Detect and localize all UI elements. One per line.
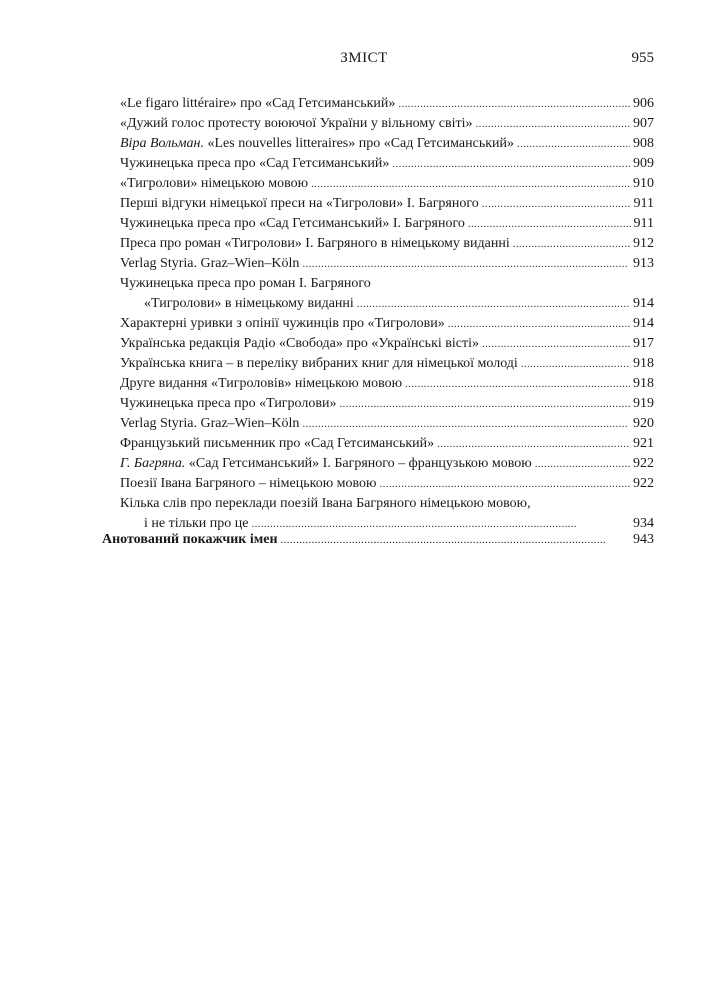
toc-entry-title: Чужинецька преса про роман І. Багряного xyxy=(120,276,371,291)
toc-entry-title-line xyxy=(120,194,479,214)
toc-entry[interactable] xyxy=(120,94,654,114)
toc-entry[interactable] xyxy=(120,174,654,194)
toc-entry[interactable] xyxy=(120,314,654,334)
toc-entry-title-line xyxy=(120,474,377,494)
toc-entry-title: Перші відгуки німецької преси на «Тигролови» І. Багряного xyxy=(120,196,479,211)
toc-entry-title-line xyxy=(120,234,510,254)
dot-leader xyxy=(281,530,630,550)
toc-entry[interactable] xyxy=(120,374,654,394)
toc-entry-title: Поезії Івана Багряного – німецькою мовою xyxy=(120,476,377,491)
toc-entry-page: 914 xyxy=(633,316,654,331)
toc-entry-title-line xyxy=(120,94,395,114)
toc-entry-title-line xyxy=(120,314,445,334)
toc-entry-page: 921 xyxy=(633,436,654,451)
toc-entry-title: «Тигролови» німецькою мовою xyxy=(120,176,309,191)
toc-entry-title: Чужинецька преса про «Сад Гетсиманський» xyxy=(120,156,390,171)
dot-leader xyxy=(521,354,630,374)
toc-entry-title-line xyxy=(120,414,299,434)
dot-leader xyxy=(302,414,630,434)
toc-entry-title: Чужинецька преса про «Тигролови» xyxy=(120,396,337,411)
dot-leader xyxy=(437,434,630,454)
dot-leader xyxy=(535,454,630,474)
toc-entry-title-line xyxy=(120,254,299,274)
toc-entry[interactable] xyxy=(120,414,654,434)
toc-entry-title-line xyxy=(120,494,531,514)
dot-leader xyxy=(398,94,630,114)
dot-leader xyxy=(405,374,630,394)
toc-entry[interactable] xyxy=(120,194,654,214)
toc-entry-page: 919 xyxy=(633,396,654,411)
toc-entry[interactable] xyxy=(120,354,654,374)
dot-leader xyxy=(517,134,630,154)
toc-entry-page: 918 xyxy=(633,356,654,371)
toc-entry-title-line xyxy=(120,214,465,234)
toc-entry-title-line xyxy=(120,174,308,194)
toc-entry[interactable] xyxy=(120,234,654,254)
toc-entry-title-line xyxy=(120,354,518,374)
toc-entry-title-line xyxy=(120,114,473,134)
toc-entry-page: 914 xyxy=(633,296,654,311)
dot-leader xyxy=(513,234,630,254)
dot-leader xyxy=(357,294,630,314)
toc-entry-page: 920 xyxy=(633,416,654,431)
toc-entry-title: Українська редакція Радіо «Свобода» про «Українські вісті» xyxy=(120,336,479,351)
toc-entry-title: «Сад Гетсиманський» І. Багряного – французькою мовою xyxy=(188,456,532,471)
dot-leader xyxy=(482,194,631,214)
dot-leader xyxy=(468,214,631,234)
toc-entry[interactable] xyxy=(120,214,654,234)
toc-entry[interactable] xyxy=(120,394,654,414)
toc-entry-title: Чужинецька преса про «Сад Гетсиманський» І. Багряного xyxy=(120,216,465,231)
toc-entry-title-continued: і не тільки про це xyxy=(144,516,249,531)
toc-entry-page: 922 xyxy=(633,476,654,491)
toc-entry-page: 907 xyxy=(633,116,654,131)
toc-entry-title-line xyxy=(120,154,389,174)
toc-entry-title: «Les nouvelles litteraires» про «Сад Гетсиманський» xyxy=(207,136,514,151)
toc-entry-page: 911 xyxy=(633,216,654,231)
toc-entry-page: 909 xyxy=(633,156,654,171)
toc-entry-title-line xyxy=(120,394,336,414)
toc-entry[interactable] xyxy=(120,494,654,534)
dot-leader xyxy=(302,254,630,274)
toc-entry-title-line xyxy=(120,374,402,394)
toc-entry-author: Г. Багряна. xyxy=(120,456,186,471)
toc-entry[interactable] xyxy=(120,254,654,274)
toc-entry-title-line xyxy=(120,274,371,294)
toc-entry[interactable] xyxy=(120,114,654,134)
toc-entry-page: 922 xyxy=(633,456,654,471)
toc-entry[interactable] xyxy=(120,274,654,314)
toc-entry-title: Verlag Styria. Graz–Wien–Köln xyxy=(120,416,300,431)
running-title: ЗМІСТ xyxy=(340,50,388,66)
toc-entry-title: Французький письменник про «Сад Гетсиманський» xyxy=(120,436,435,451)
toc-entry[interactable] xyxy=(120,134,654,154)
toc-entry-author: Віра Вольман. xyxy=(120,136,204,151)
dot-leader xyxy=(311,174,630,194)
dot-leader xyxy=(482,334,630,354)
dot-leader xyxy=(380,474,630,494)
toc-entry[interactable] xyxy=(120,154,654,174)
running-head xyxy=(0,50,728,70)
toc-entry-title: «Le figaro littéraire» про «Сад Гетсиманський» xyxy=(120,96,396,111)
toc-entry-title: Кілька слів про переклади поезій Івана Багряного німецькою мовою, xyxy=(120,496,531,511)
toc-entry-page: 918 xyxy=(633,376,654,391)
toc-entry-title: Преса про роман «Тигролови» І. Багряного в німецькому виданні xyxy=(120,236,510,251)
dot-leader xyxy=(392,154,630,174)
toc-entry-page: 943 xyxy=(633,532,654,547)
toc-entry-title-line xyxy=(120,134,514,154)
toc-entry[interactable] xyxy=(120,334,654,354)
toc-entry[interactable] xyxy=(120,454,654,474)
toc-entry-page: 910 xyxy=(633,176,654,191)
toc-entry-title-line xyxy=(120,434,434,454)
toc-entry-title: Verlag Styria. Graz–Wien–Köln xyxy=(120,256,300,271)
toc-entry-page: 912 xyxy=(633,236,654,251)
toc-entry-title-line xyxy=(120,454,532,474)
toc-entry-title: Характерні уривки з опінії чужинців про «Тигролови» xyxy=(120,316,445,331)
table-of-contents xyxy=(120,94,654,534)
toc-entry-title: Українська книга – в переліку вибраних книг для німецької молоді xyxy=(120,356,518,371)
toc-entry-page: 913 xyxy=(633,256,654,271)
running-page-number: 955 xyxy=(631,50,654,66)
toc-entry[interactable] xyxy=(120,434,654,454)
dot-leader xyxy=(476,114,631,134)
toc-entry[interactable] xyxy=(120,474,654,494)
dot-leader xyxy=(448,314,630,334)
toc-entry-title-line xyxy=(120,334,479,354)
dot-leader xyxy=(339,394,630,414)
toc-entry-title: Друге видання «Тигроловів» німецькою мовою xyxy=(120,376,403,391)
toc-entry-page: 906 xyxy=(633,96,654,111)
toc-entry-index[interactable] xyxy=(102,530,654,550)
toc-entry-page: 917 xyxy=(633,336,654,351)
toc-entry-title: Анотований покажчик імен xyxy=(102,532,278,547)
toc-entry-page: 934 xyxy=(633,516,654,531)
toc-entry-page: 911 xyxy=(633,196,654,211)
toc-entry-title: «Дужий голос протесту воюючої України у вільному світі» xyxy=(120,116,473,131)
toc-entry-title-continued: «Тигролови» в німецькому виданні xyxy=(144,296,354,311)
toc-entry-page: 908 xyxy=(633,136,654,151)
